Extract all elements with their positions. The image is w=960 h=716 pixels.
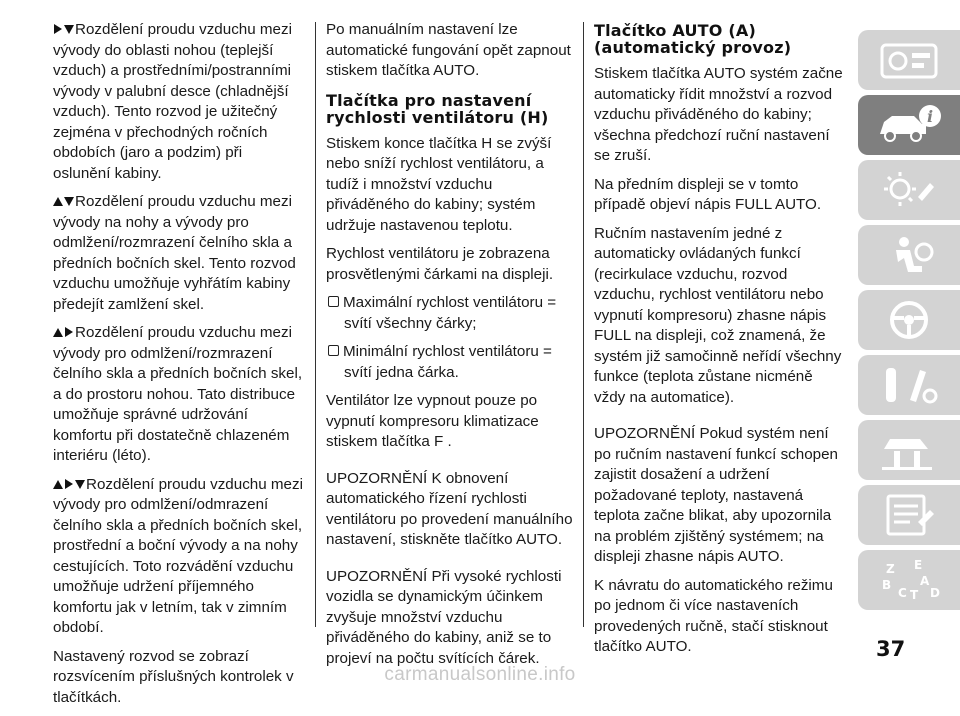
arrow-down-icon — [64, 23, 74, 35]
watermark: carmanualsonline.info — [384, 664, 576, 685]
arrow-up-icon — [53, 326, 63, 338]
arrow-up-icon — [53, 478, 63, 490]
paragraph: Ručním nastavením jedné z automaticky ovládaných funkcí (recirkulace vzduchu, rozvod vzduchu, rychlost ventilátoru nebo vypnutí kompresoru) zhasne nápis FULL na displeji, což znamená, že systém již samočinně neřídí všechny funkce (teplota zůstane nicméně vždy na automatice). — [594, 224, 842, 406]
checkbox-bullet-icon — [328, 345, 339, 356]
column-divider — [583, 22, 584, 627]
paragraph: Stiskem konce tlačítka H se zvýší nebo sníží rychlost ventilátoru, a tudíž i množství vzduchu přiváděného do kabiny; systém udržuje nastavenou teplotu. — [326, 134, 552, 234]
car-info-icon — [874, 102, 944, 148]
column-2 — [326, 20, 580, 677]
bullet-item: Minimální rychlost ventilátoru = svítí jedna čárka. — [326, 342, 580, 383]
car-dashboard-icon — [874, 37, 944, 83]
arrow-right-icon — [64, 478, 74, 490]
arrow-down-icon — [75, 478, 85, 490]
arrow-down-icon — [64, 195, 74, 207]
chapter-tabs — [858, 30, 960, 615]
page-number: 37 — [876, 637, 906, 661]
warning-note: UPOZORNĚNÍ Při vysoké rychlosti vozidla se dynamickým účinkem zvyšuje množství vzduchu přiváděného do kabiny, aniž se to projeví na počtu svítících čárek. — [326, 567, 562, 667]
airbag-seat-icon — [874, 232, 944, 278]
paragraph-feet-windshield: Rozdělení proudu vzduchu mezi vývody na nohy a vývody pro odmlžení/rozmrazení čelního skla a předních bočních skel. Tento rozvod vzduchu umožňuje vyhřátím kabiny předejít zamlžení skel. — [53, 193, 296, 313]
paragraph: Stiskem tlačítka AUTO systém začne automaticky řídit množství a rozvod vzduchu přiváděného do kabiny; všechna předchozí ruční nastavení se zruší. — [594, 65, 843, 164]
tab-emergency[interactable] — [858, 355, 960, 415]
checkbox-bullet-icon — [328, 296, 339, 307]
arrow-right-icon — [53, 23, 63, 35]
column-3 — [594, 20, 848, 666]
svg-text:i: i — [926, 107, 934, 126]
paragraph: Ventilátor lze vypnout pouze po vypnutí kompresoru klimatizace stiskem tlačítka F . — [326, 392, 539, 450]
warning-note: UPOZORNĚNÍ K obnovení automatického řízení rychlosti ventilátoru po provedení manuálního nastavení, stiskněte tlačítko AUTO. — [326, 469, 573, 548]
car-lift-icon — [874, 427, 944, 473]
tab-lights[interactable] — [858, 160, 960, 220]
warning-light-icon — [874, 167, 944, 213]
svg-text:T: T — [910, 588, 919, 602]
column-divider — [315, 22, 316, 627]
tab-maintenance[interactable] — [858, 420, 960, 480]
paragraph-indicator: Nastavený rozvod se zobrazí rozsvícením příslušných kontrolek v tlačítkách. — [53, 647, 294, 706]
emergency-tools-icon — [874, 362, 944, 408]
tab-index[interactable] — [858, 550, 960, 610]
svg-text:B: B — [882, 578, 892, 592]
tab-driving[interactable] — [858, 290, 960, 350]
tab-car-info[interactable] — [858, 95, 960, 155]
steering-wheel-icon — [874, 297, 944, 343]
column-1 — [53, 20, 303, 716]
section-heading-auto: Tlačítko AUTO (A) (automatický provoz) — [594, 21, 792, 57]
tab-dashboard[interactable] — [858, 30, 960, 90]
paragraph-windshield-dash: Rozdělení proudu vzduchu mezi vývody pro odmlžení/rozmrazení čelního skla a předních bočních skel, a do prostoru nohou. Tato distribuce umožňuje správné udržování komfortu při dostatečně chlazeném interiéru (léto). — [53, 324, 303, 464]
paragraph-feet-dash: Rozdělení proudu vzduchu mezi vývody do oblasti nohou (teplejší vzduch) a prostředními/postranními vývody v palubní desce (chladnější vzduch). Tento rozvod je užitečný zejména v přechodných ročních obdobích (jaro a podzim) při oslunění kabiny. — [53, 21, 292, 182]
paragraph: K návratu do automatického režimu po jednom či více nastaveních provedených ručně, stačí stisknout tlačítko AUTO. — [594, 576, 833, 655]
svg-text:C: C — [898, 586, 907, 600]
tab-specifications[interactable] — [858, 485, 960, 545]
spec-sheet-icon — [874, 492, 944, 538]
bullet-item: Maximální rychlost ventilátoru = svítí všechny čárky; — [326, 293, 580, 334]
section-heading-fan-speed: Tlačítka pro nastavení rychlosti ventilátoru (H) — [326, 90, 549, 127]
arrow-right-icon — [64, 326, 74, 338]
tab-safety[interactable] — [858, 225, 960, 285]
paragraph: Po manuálním nastavení lze automatické fungování opět zapnout stiskem tlačítka AUTO. — [326, 21, 571, 79]
paragraph: Na předním displeji se v tomto případě objeví nápis FULL AUTO. — [594, 175, 822, 213]
svg-text:A: A — [920, 574, 930, 588]
svg-text:Z: Z — [886, 562, 895, 576]
svg-text:D: D — [930, 586, 940, 600]
arrow-up-icon — [53, 195, 63, 207]
paragraph: Rychlost ventilátoru je zobrazena prosvětlenými čárkami na displeji. — [326, 245, 554, 283]
paragraph-all-vents: Rozdělení proudu vzduchu mezi vývody pro odmlžení/odmrazení čelního skla a předních bočních skel, prostřední a boční vývody a na nohy cestujících. Toto rozvádění vzduchu umožňuje udržení příjemného komfortu jak v letním, tak v zimním období. — [53, 475, 303, 636]
alphabet-index-icon — [874, 557, 944, 603]
warning-note: UPOZORNĚNÍ Pokud systém není po ručním nastavení funkcí schopen zajistit dosažení a udržení požadované teploty, nastavená teplota začne blikat, aby upozornila na problém zjištěný systémem; na displeji zhasne nápis AUTO. — [594, 425, 838, 565]
svg-text:E: E — [914, 558, 923, 572]
